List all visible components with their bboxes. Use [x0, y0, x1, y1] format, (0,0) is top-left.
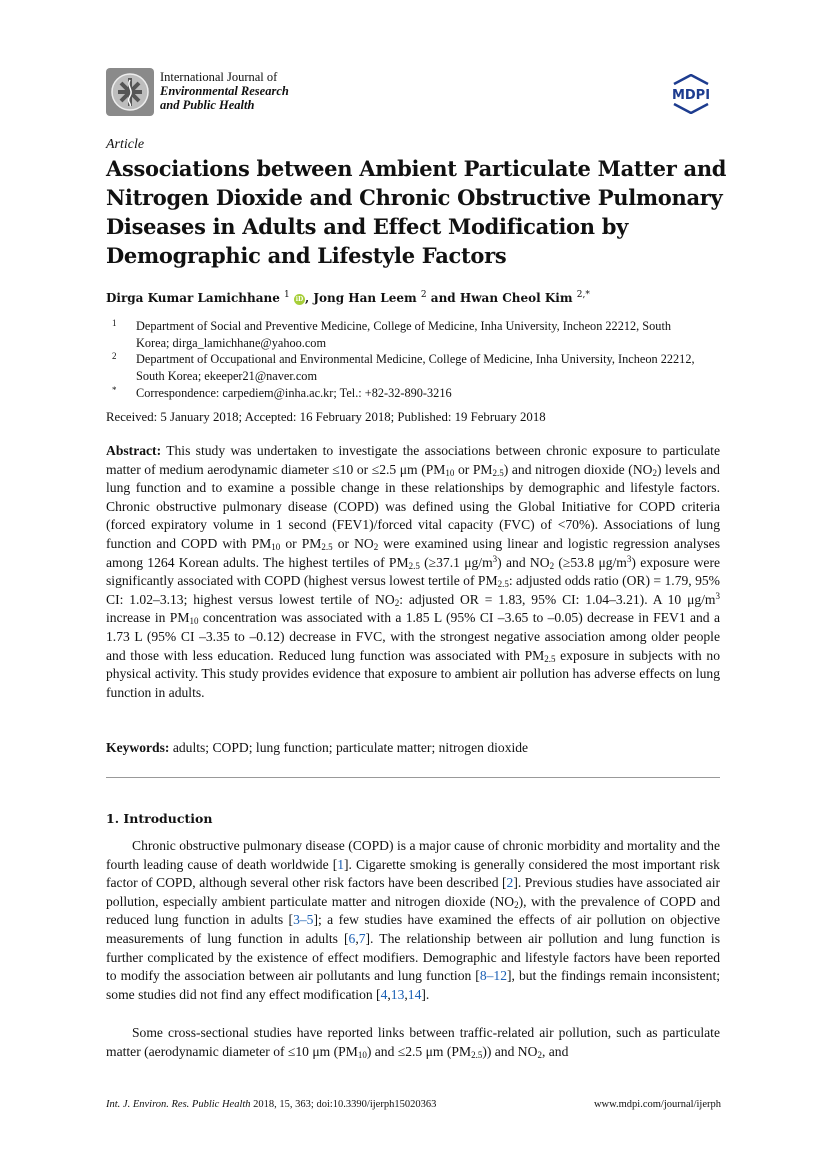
text-run: ) and ≤2.5 μm (PM	[366, 1043, 472, 1059]
article-type: Article	[106, 137, 145, 152]
label: Abstract:	[106, 443, 162, 458]
publication-dates: Received: 5 January 2018; Accepted: 16 February 2018; Published: 19 February 2018	[106, 410, 546, 424]
subscript: 2.5	[544, 653, 556, 664]
superscript: 3	[626, 553, 632, 564]
subscript: 2.5	[471, 1049, 483, 1060]
text-run: exposure in subjects with no physical activity. This study provides evidence that exposure to ambient air pollution has adverse effects on lung function in adults.	[106, 647, 720, 700]
author-name: Jong Han Leem	[313, 291, 421, 305]
subscript: 2	[373, 541, 379, 552]
citation-link[interactable]: 8–12	[479, 968, 508, 984]
text-run: )) and NO	[482, 1043, 538, 1059]
affiliation-text: Department of Social and Preventive Medicine, College of Medicine, Inha University, Incheon 22212, South Korea; dirga_lamichhane@yahoo.com	[136, 319, 672, 350]
keywords	[106, 739, 720, 758]
citation-link[interactable]: 13	[390, 986, 405, 1002]
text-run: ]; a few studies have examined the effects of air pollution on objective measurements of lung function in adults [	[106, 912, 720, 946]
mdpi-logo	[660, 74, 722, 114]
subscript: 2	[652, 467, 657, 478]
superscript: 3	[492, 553, 498, 564]
citation-link[interactable]: 1	[337, 856, 345, 872]
text-run: This study was undertaken to investigate the associations between chronic exposure to particulate matter of medium aerodynamic diameter ≤10 or ≤2.5 μm (PM	[106, 443, 720, 477]
subscript: 2.5	[408, 560, 420, 571]
text-run: : adjusted OR = 1.83, 95% CI: 1.04–3.21). A 10 μg/m	[399, 591, 716, 607]
paper-title: Associations between Ambient Particulate Matter and Nitrogen Dioxide and Chronic Obstructive Pulmonary Diseases in Adults and Effect Modification by Demographic and Lifestyle Factors	[106, 156, 727, 268]
affiliation-number: 1	[112, 318, 117, 328]
text-run: Chronic obstructive pulmonary disease (COPD) is a major cause of chronic morbidity and mortality and the fourth leading cause of death worldwide [	[106, 838, 720, 872]
text-run: Some cross-sectional studies have reported links between traffic-related air pollution, such as particulate matter (aerodynamic diameter of ≤10 μm (PM	[106, 1025, 720, 1059]
journal-name-line: International Journal of	[160, 70, 278, 84]
journal-emblem-icon	[110, 72, 150, 112]
subscript: 10	[189, 616, 199, 627]
footer-journal: Int. J. Environ. Res. Public Health	[106, 1099, 251, 1110]
text-run: ].	[421, 986, 430, 1002]
text-run: ), with the prevalence of COPD and reduced lung function in adults [	[106, 893, 720, 928]
citation-link[interactable]: 6	[348, 930, 356, 946]
footer-doi[interactable]: 2018, 15, 363; doi:10.3390/ijerph15020363	[250, 1099, 437, 1110]
text-run: ]. Cigarette smoking is generally considered the most important risk factor of COPD, although several other risk factors have been described [	[106, 856, 720, 891]
subscript: 10	[357, 1049, 367, 1060]
author-separator: and	[426, 291, 460, 305]
text-run: or PM	[454, 461, 493, 477]
text-run: adults; COPD; lung function; particulate matter; nitrogen dioxide	[169, 740, 529, 755]
divider	[106, 777, 720, 778]
subscript: 10	[445, 467, 455, 478]
citation-link[interactable]: 14	[407, 986, 422, 1002]
text-run: ) and nitrogen dioxide (NO	[503, 461, 653, 477]
subscript: 2.5	[492, 467, 504, 478]
author-affiliation-marker: 2	[420, 290, 427, 300]
text-run: ]. The relationship between air pollution and lung function is further complicated by the existence of effect modifiers. Demographic and lifestyle factors have been reported to modify the association between air pollutants and lung function [	[106, 930, 720, 984]
footer-citation	[106, 1099, 436, 1110]
text-run: were examined using linear and logistic regression analyses among 1264 Korean adults. The highest tertiles of PM	[106, 535, 720, 570]
text-run: ]. Previous studies have associated air pollution, especially ambient particulate matter and nitrogen dioxide (NO	[106, 875, 720, 909]
text-run: ) levels and lung function and to examine a possible change in these relationships by demographic and lifestyle factors. Chronic obstructive pulmonary disease (COPD) was defined using the Global Initiative for COPD criteria (forced expiratory volume in 1 second (FEV1)/forced vital capacity (FVC) of <70%). Associations of lung function and COPD with PM	[106, 461, 720, 551]
citation-link[interactable]: 4	[380, 986, 388, 1002]
journal-name-line: Environmental Research	[160, 84, 289, 98]
label: Keywords:	[106, 740, 170, 755]
text-run: ,	[404, 986, 408, 1002]
intro-paragraph-2	[106, 1024, 720, 1061]
subscript: 10	[271, 541, 281, 552]
citation-link[interactable]: 3–5	[293, 912, 314, 928]
text-run: concentration was associated with a 1.85 L (95% CI –3.65 to –0.05) decrease in FEV1 and a 1.73 L (95% CI –3.35 to –0.12) decrease in FVC, with the strongest negative association among older people and those with less education. Reduced lung function was associated with PM	[106, 610, 720, 663]
citation-link[interactable]: 2	[506, 875, 514, 891]
text-run: ) and NO	[497, 554, 550, 570]
correspondence	[106, 385, 706, 402]
affiliation-2	[106, 351, 706, 384]
author-affiliation-marker: 2,*	[576, 290, 590, 300]
journal-logo	[106, 68, 154, 116]
text-run: ], but the findings remain inconsistent; some studies did not find any effect modification [	[106, 968, 720, 1002]
text-run: ,	[355, 930, 359, 946]
intro-paragraph-1	[106, 837, 720, 1004]
section-heading: 1. Introduction	[106, 811, 213, 826]
text-run: : adjusted odds ratio (OR) = 1.79, 95% CI: 1.02–3.13; highest versus lowest tertile of NO	[106, 573, 721, 607]
subscript: 2.5	[321, 541, 333, 552]
journal-name-line: and Public Health	[160, 98, 255, 112]
subscript: 2.5	[497, 579, 509, 590]
text-run: or NO	[332, 535, 374, 551]
subscript: 2	[549, 560, 555, 571]
affiliation-number: 2	[112, 351, 117, 361]
text-run: increase in PM	[106, 610, 190, 626]
abstract	[106, 442, 720, 702]
superscript: 3	[715, 590, 721, 601]
author-name: Hwan Cheol Kim	[459, 291, 577, 305]
author-separator: ,	[304, 291, 314, 305]
text-run: or PM	[280, 535, 322, 551]
affiliation-text: Department of Occupational and Environmental Medicine, College of Medicine, Inha University, Incheon 22212, South Korea; ekeeper21@naver.com	[136, 352, 695, 383]
text-run: (≥37.1 μg/m	[419, 554, 493, 570]
affiliation-text: Correspondence: carpediem@inha.ac.kr; Tel.: +82-32-890-3216	[136, 386, 452, 400]
author-affiliation-marker: 1	[284, 290, 290, 300]
citation-link[interactable]: 7	[358, 930, 366, 946]
subscript: 2	[394, 597, 400, 608]
author-list	[106, 290, 590, 305]
affiliation-number: *	[112, 385, 117, 395]
text-run: (≥53.8 μg/m	[554, 554, 627, 570]
text-run: , and	[541, 1043, 569, 1059]
text-run: ) exposure were significantly associated with COPD (highest versus lowest tertile of PM	[106, 554, 721, 589]
footer-url[interactable]: www.mdpi.com/journal/ijerph	[593, 1099, 721, 1110]
affiliation-1	[106, 318, 706, 351]
journal-name	[160, 70, 289, 112]
text-run: ,	[387, 986, 391, 1002]
publisher-name: MDPI	[671, 88, 711, 103]
author-name: Dirga Kumar Lamichhane	[106, 291, 285, 305]
subscript: 2	[537, 1049, 542, 1060]
orcid-icon[interactable]: iD	[295, 296, 304, 303]
subscript: 2	[514, 899, 519, 910]
